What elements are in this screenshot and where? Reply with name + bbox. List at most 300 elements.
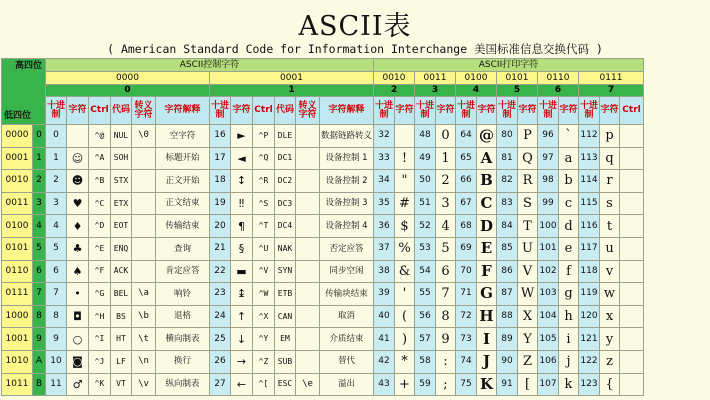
char-cell: f bbox=[559, 260, 579, 283]
code-cell: BEL bbox=[111, 283, 132, 306]
ctrl-cell: ^B bbox=[89, 170, 111, 193]
ctrl-cell: ^J bbox=[89, 350, 111, 373]
ctrl-cell: ^H bbox=[89, 305, 111, 328]
escape-cell bbox=[296, 283, 320, 306]
char-cell: 3 bbox=[436, 192, 456, 215]
char-cell: ` bbox=[559, 125, 579, 148]
dec-cell: 50 bbox=[415, 170, 436, 193]
dec-cell: 33 bbox=[374, 147, 395, 170]
escape-cell: \b bbox=[132, 305, 156, 328]
low-hex-cell: 4 bbox=[33, 215, 46, 238]
char-cell: W bbox=[518, 283, 538, 306]
ctrl-cell bbox=[620, 215, 644, 238]
dec-cell: 82 bbox=[497, 170, 518, 193]
dec-cell: 38 bbox=[374, 260, 395, 283]
char-cell: u bbox=[600, 237, 620, 260]
char-cell: B bbox=[477, 170, 497, 193]
char-cell: ; bbox=[436, 373, 456, 396]
dec-cell: 41 bbox=[374, 328, 395, 351]
char-cell: X bbox=[518, 305, 538, 328]
dec-cell: 49 bbox=[415, 147, 436, 170]
dec-cell: 2 bbox=[46, 170, 67, 193]
char-cell: * bbox=[395, 350, 415, 373]
dec-cell: 4 bbox=[46, 215, 67, 238]
dec-cell: 107 bbox=[538, 373, 559, 396]
dec-cell: 71 bbox=[456, 283, 477, 306]
dec-cell: 66 bbox=[456, 170, 477, 193]
dec-cell: 58 bbox=[415, 350, 436, 373]
dec-cell: 43 bbox=[374, 373, 395, 396]
escape-cell bbox=[132, 147, 156, 170]
char-cell: G bbox=[477, 283, 497, 306]
char-cell: d bbox=[559, 215, 579, 238]
char-cell: s bbox=[600, 192, 620, 215]
escape-cell bbox=[296, 125, 320, 148]
ctrl-cell bbox=[620, 237, 644, 260]
ctrl-cell: ^@ bbox=[89, 125, 111, 148]
code-cell: ENQ bbox=[111, 237, 132, 260]
desc-cell: 设备控制 4 bbox=[320, 215, 374, 238]
low-hex-cell: B bbox=[33, 373, 46, 396]
char-cell: R bbox=[518, 170, 538, 193]
desc-cell: 肯定应答 bbox=[156, 260, 210, 283]
dec-cell: 67 bbox=[456, 192, 477, 215]
desc-cell: 正文开始 bbox=[156, 170, 210, 193]
char-cell: & bbox=[395, 260, 415, 283]
code-cell: DC3 bbox=[275, 192, 296, 215]
char-cell: ♣ bbox=[67, 237, 89, 260]
dec-cell: 52 bbox=[415, 215, 436, 238]
low-bits-cell: 1011 bbox=[2, 373, 33, 396]
ctrl-cell: ^G bbox=[89, 283, 111, 306]
escape-cell bbox=[296, 350, 320, 373]
dec-cell: 83 bbox=[497, 192, 518, 215]
dec-cell: 90 bbox=[497, 350, 518, 373]
desc-cell: 取消 bbox=[320, 305, 374, 328]
char-cell: 8 bbox=[436, 305, 456, 328]
char-cell: " bbox=[395, 170, 415, 193]
char-header: 字符 bbox=[436, 97, 456, 125]
dec-cell: 40 bbox=[374, 305, 395, 328]
escape-cell bbox=[296, 237, 320, 260]
dec-cell: 3 bbox=[46, 192, 67, 215]
code-cell: VT bbox=[111, 373, 132, 396]
code-cell: ESC bbox=[275, 373, 296, 396]
group-header-printable: ASCII打印字符 bbox=[374, 59, 644, 72]
code-cell: DC2 bbox=[275, 170, 296, 193]
dec-cell: 106 bbox=[538, 350, 559, 373]
char-cell: # bbox=[395, 192, 415, 215]
dec-cell: 70 bbox=[456, 260, 477, 283]
char-cell: c bbox=[559, 192, 579, 215]
ctrl-cell bbox=[620, 125, 644, 148]
char-cell: U bbox=[518, 237, 538, 260]
dec-cell: 103 bbox=[538, 283, 559, 306]
desc-cell: 查询 bbox=[156, 237, 210, 260]
dec-cell: 122 bbox=[579, 350, 600, 373]
dec-cell: 98 bbox=[538, 170, 559, 193]
char-cell: ♦ bbox=[67, 215, 89, 238]
char-header: 字符 bbox=[559, 97, 579, 125]
low-bits-cell: 0010 bbox=[2, 170, 33, 193]
code-cell: SOH bbox=[111, 147, 132, 170]
table-row bbox=[2, 260, 644, 283]
char-cell: 4 bbox=[436, 215, 456, 238]
dec-cell: 8 bbox=[46, 305, 67, 328]
desc-cell: 传输结束 bbox=[156, 215, 210, 238]
dec-header: 十进制 bbox=[456, 97, 477, 125]
dec-cell: 24 bbox=[210, 305, 231, 328]
dec-cell: 88 bbox=[497, 305, 518, 328]
char-cell: ◄ bbox=[231, 147, 253, 170]
ctrl-cell: ^Y bbox=[253, 328, 275, 351]
desc-cell: 设备控制 3 bbox=[320, 192, 374, 215]
dec-cell: 123 bbox=[579, 373, 600, 396]
group-header-control: ASCII控制字符 bbox=[46, 59, 374, 72]
code-header: 代码 bbox=[275, 97, 296, 125]
code-cell: ETB bbox=[275, 283, 296, 306]
dec-cell: 1 bbox=[46, 147, 67, 170]
table-corner bbox=[2, 59, 46, 125]
dec-cell: 56 bbox=[415, 305, 436, 328]
code-cell: DLE bbox=[275, 125, 296, 148]
char-cell: C bbox=[477, 192, 497, 215]
ctrl-cell: ^X bbox=[253, 305, 275, 328]
low-bits-cell: 1010 bbox=[2, 350, 33, 373]
desc-cell: 响铃 bbox=[156, 283, 210, 306]
dec-header: 十进制 bbox=[497, 97, 518, 125]
char-cell: i bbox=[559, 328, 579, 351]
low-bits-cell: 1000 bbox=[2, 305, 33, 328]
desc-cell: 设备控制 1 bbox=[320, 147, 374, 170]
dec-cell: 23 bbox=[210, 283, 231, 306]
char-cell: $ bbox=[395, 215, 415, 238]
char-header: 字符 bbox=[67, 97, 89, 125]
dec-cell: 85 bbox=[497, 237, 518, 260]
high-hex-header: 1 bbox=[210, 85, 374, 97]
low-hex-cell: 0 bbox=[33, 125, 46, 148]
dec-cell: 42 bbox=[374, 350, 395, 373]
dec-cell: 16 bbox=[210, 125, 231, 148]
char-cell: @ bbox=[477, 125, 497, 148]
char-cell: Q bbox=[518, 147, 538, 170]
char-cell: 7 bbox=[436, 283, 456, 306]
char-cell: z bbox=[600, 350, 620, 373]
char-cell: 9 bbox=[436, 328, 456, 351]
char-cell bbox=[67, 125, 89, 148]
char-cell: D bbox=[477, 215, 497, 238]
desc-cell: 替代 bbox=[320, 350, 374, 373]
char-cell: { bbox=[600, 373, 620, 396]
dec-cell: 114 bbox=[579, 170, 600, 193]
desc-cell: 数据链路转义 bbox=[320, 125, 374, 148]
char-cell: 1 bbox=[436, 147, 456, 170]
dec-cell: 100 bbox=[538, 215, 559, 238]
desc-header: 字符解释 bbox=[156, 97, 210, 125]
desc-cell: 标题开始 bbox=[156, 147, 210, 170]
char-cell: P bbox=[518, 125, 538, 148]
ctrl-cell: ^T bbox=[253, 215, 275, 238]
dec-cell: 57 bbox=[415, 328, 436, 351]
dec-header: 十进制 bbox=[415, 97, 436, 125]
escape-cell bbox=[296, 260, 320, 283]
dec-cell: 51 bbox=[415, 192, 436, 215]
dec-header: 十进制 bbox=[210, 97, 231, 125]
dec-cell: 32 bbox=[374, 125, 395, 148]
dec-header: 十进制 bbox=[374, 97, 395, 125]
dec-cell: 115 bbox=[579, 192, 600, 215]
dec-cell: 101 bbox=[538, 237, 559, 260]
dec-cell: 36 bbox=[374, 215, 395, 238]
desc-cell: 换行 bbox=[156, 350, 210, 373]
dec-cell: 48 bbox=[415, 125, 436, 148]
char-cell: ► bbox=[231, 125, 253, 148]
char-cell: y bbox=[600, 328, 620, 351]
escape-cell bbox=[296, 215, 320, 238]
dec-cell: 7 bbox=[46, 283, 67, 306]
dec-cell: 25 bbox=[210, 328, 231, 351]
ctrl-cell bbox=[620, 192, 644, 215]
high-hex-header: 3 bbox=[415, 85, 456, 97]
desc-cell: 同步空闲 bbox=[320, 260, 374, 283]
desc-cell: 传输块结束 bbox=[320, 283, 374, 306]
high-hex-header: 6 bbox=[538, 85, 579, 97]
low-bits-cell: 0111 bbox=[2, 283, 33, 306]
char-header: 字符 bbox=[477, 97, 497, 125]
char-header: 字符 bbox=[231, 97, 253, 125]
dec-cell: 117 bbox=[579, 237, 600, 260]
ctrl-cell bbox=[620, 170, 644, 193]
corner-high-label: 高四位 bbox=[14, 61, 42, 71]
code-cell: SUB bbox=[275, 350, 296, 373]
ascii-table bbox=[1, 58, 644, 396]
char-cell: ‼ bbox=[231, 192, 253, 215]
char-cell: § bbox=[231, 237, 253, 260]
ctrl-cell: ^V bbox=[253, 260, 275, 283]
corner-low-label: 低四位 bbox=[4, 111, 32, 121]
desc-cell: 退格 bbox=[156, 305, 210, 328]
dec-cell: 0 bbox=[46, 125, 67, 148]
char-cell: E bbox=[477, 237, 497, 260]
dec-cell: 73 bbox=[456, 328, 477, 351]
dec-header: 十进制 bbox=[46, 97, 67, 125]
dec-cell: 10 bbox=[46, 350, 67, 373]
dec-cell: 87 bbox=[497, 283, 518, 306]
dec-cell: 53 bbox=[415, 237, 436, 260]
high-bits-header: 0001 bbox=[210, 72, 374, 85]
code-cell: EOT bbox=[111, 215, 132, 238]
dec-cell: 55 bbox=[415, 283, 436, 306]
dec-cell: 119 bbox=[579, 283, 600, 306]
dec-cell: 105 bbox=[538, 328, 559, 351]
dec-cell: 81 bbox=[497, 147, 518, 170]
ctrl-cell: ^E bbox=[89, 237, 111, 260]
char-cell: 6 bbox=[436, 260, 456, 283]
dec-cell: 116 bbox=[579, 215, 600, 238]
dec-cell: 84 bbox=[497, 215, 518, 238]
char-cell: A bbox=[477, 147, 497, 170]
escape-cell: \e bbox=[296, 373, 320, 396]
dec-header: 十进制 bbox=[538, 97, 559, 125]
dec-cell: 86 bbox=[497, 260, 518, 283]
char-cell: ☺ bbox=[67, 147, 89, 170]
dec-header: 十进制 bbox=[579, 97, 600, 125]
ctrl-cell: ^K bbox=[89, 373, 111, 396]
char-cell: ☻ bbox=[67, 170, 89, 193]
desc-cell: 溢出 bbox=[320, 373, 374, 396]
dec-cell: 37 bbox=[374, 237, 395, 260]
escape-cell bbox=[132, 215, 156, 238]
char-cell: ↕ bbox=[231, 170, 253, 193]
dec-cell: 20 bbox=[210, 215, 231, 238]
char-cell: ○ bbox=[67, 328, 89, 351]
dec-cell: 6 bbox=[46, 260, 67, 283]
char-cell: t bbox=[600, 215, 620, 238]
dec-cell: 102 bbox=[538, 260, 559, 283]
low-bits-cell: 0011 bbox=[2, 192, 33, 215]
desc-cell: 否定应答 bbox=[320, 237, 374, 260]
low-hex-cell: 5 bbox=[33, 237, 46, 260]
dec-cell: 35 bbox=[374, 192, 395, 215]
low-bits-cell: 1001 bbox=[2, 328, 33, 351]
dec-cell: 18 bbox=[210, 170, 231, 193]
code-cell: EM bbox=[275, 328, 296, 351]
dec-cell: 64 bbox=[456, 125, 477, 148]
char-cell: % bbox=[395, 237, 415, 260]
char-cell: r bbox=[600, 170, 620, 193]
dec-cell: 96 bbox=[538, 125, 559, 148]
escape-cell bbox=[132, 237, 156, 260]
code-cell: HT bbox=[111, 328, 132, 351]
ctrl-header: Ctrl bbox=[253, 97, 275, 125]
table-row bbox=[2, 328, 644, 351]
dec-cell: 21 bbox=[210, 237, 231, 260]
ctrl-cell: ^S bbox=[253, 192, 275, 215]
char-cell: ♥ bbox=[67, 192, 89, 215]
low-hex-cell: 7 bbox=[33, 283, 46, 306]
high-bits-header: 0011 bbox=[415, 72, 456, 85]
dec-cell: 17 bbox=[210, 147, 231, 170]
char-cell: ¶ bbox=[231, 215, 253, 238]
char-cell: j bbox=[559, 350, 579, 373]
high-bits-header: 0111 bbox=[579, 72, 644, 85]
escape-cell bbox=[296, 305, 320, 328]
char-cell: I bbox=[477, 328, 497, 351]
low-bits-cell: 0100 bbox=[2, 215, 33, 238]
high-bits-header: 0101 bbox=[497, 72, 538, 85]
low-hex-cell: 6 bbox=[33, 260, 46, 283]
low-hex-cell: 3 bbox=[33, 192, 46, 215]
char-cell: J bbox=[477, 350, 497, 373]
escape-cell bbox=[296, 192, 320, 215]
code-cell: ETX bbox=[111, 192, 132, 215]
page-title: ASCII表 bbox=[298, 11, 412, 42]
table-row bbox=[2, 237, 644, 260]
char-cell: ▬ bbox=[231, 260, 253, 283]
dec-cell: 27 bbox=[210, 373, 231, 396]
char-cell: → bbox=[231, 350, 253, 373]
high-hex-header: 0 bbox=[46, 85, 210, 97]
ctrl-cell bbox=[620, 373, 644, 396]
high-hex-header: 2 bbox=[374, 85, 415, 97]
code-cell: ACK bbox=[111, 260, 132, 283]
low-hex-cell: A bbox=[33, 350, 46, 373]
char-cell: H bbox=[477, 305, 497, 328]
dec-cell: 34 bbox=[374, 170, 395, 193]
table-row bbox=[2, 350, 644, 373]
dec-cell: 9 bbox=[46, 328, 67, 351]
char-header: 字符 bbox=[395, 97, 415, 125]
code-cell: NAK bbox=[275, 237, 296, 260]
table-row bbox=[2, 373, 644, 396]
ctrl-cell: ^Z bbox=[253, 350, 275, 373]
char-cell: p bbox=[600, 125, 620, 148]
char-cell: a bbox=[559, 147, 579, 170]
high-bits-header: 0000 bbox=[46, 72, 210, 85]
dec-cell: 65 bbox=[456, 147, 477, 170]
table-row bbox=[2, 170, 644, 193]
ctrl-cell: ^R bbox=[253, 170, 275, 193]
high-bits-header: 0110 bbox=[538, 72, 579, 85]
ctrl-cell bbox=[620, 147, 644, 170]
desc-cell: 横向制表 bbox=[156, 328, 210, 351]
code-cell: BS bbox=[111, 305, 132, 328]
table-row bbox=[2, 283, 644, 306]
dec-cell: 59 bbox=[415, 373, 436, 396]
low-bits-cell: 0110 bbox=[2, 260, 33, 283]
char-cell: Z bbox=[518, 350, 538, 373]
char-cell: e bbox=[559, 237, 579, 260]
desc-header: 字符解释 bbox=[320, 97, 374, 125]
code-cell: DC4 bbox=[275, 215, 296, 238]
code-cell: LF bbox=[111, 350, 132, 373]
char-cell: ↑ bbox=[231, 305, 253, 328]
low-hex-cell: 9 bbox=[33, 328, 46, 351]
escape-cell: \v bbox=[132, 373, 156, 396]
char-cell: V bbox=[518, 260, 538, 283]
table-row bbox=[2, 215, 644, 238]
dec-cell: 89 bbox=[497, 328, 518, 351]
char-cell: ◙ bbox=[67, 350, 89, 373]
high-bits-header: 0010 bbox=[374, 72, 415, 85]
escape-cell bbox=[296, 147, 320, 170]
low-bits-cell: 0001 bbox=[2, 147, 33, 170]
table-row bbox=[2, 192, 644, 215]
dec-cell: 39 bbox=[374, 283, 395, 306]
ctrl-cell: ^P bbox=[253, 125, 275, 148]
char-cell: x bbox=[600, 305, 620, 328]
char-cell: ♠ bbox=[67, 260, 89, 283]
char-cell: [ bbox=[518, 373, 538, 396]
table-row bbox=[2, 125, 644, 148]
char-cell: T bbox=[518, 215, 538, 238]
ctrl-cell: ^A bbox=[89, 147, 111, 170]
char-cell: ← bbox=[231, 373, 253, 396]
char-cell: v bbox=[600, 260, 620, 283]
escape-cell bbox=[132, 192, 156, 215]
ctrl-cell: ^Q bbox=[253, 147, 275, 170]
escape-cell bbox=[296, 170, 320, 193]
char-cell: : bbox=[436, 350, 456, 373]
dec-cell: 54 bbox=[415, 260, 436, 283]
char-cell: 5 bbox=[436, 237, 456, 260]
char-cell: ' bbox=[395, 283, 415, 306]
dec-cell: 118 bbox=[579, 260, 600, 283]
ctrl-cell: ^I bbox=[89, 328, 111, 351]
code-cell: DC1 bbox=[275, 147, 296, 170]
ctrl-cell bbox=[620, 283, 644, 306]
char-cell: b bbox=[559, 170, 579, 193]
